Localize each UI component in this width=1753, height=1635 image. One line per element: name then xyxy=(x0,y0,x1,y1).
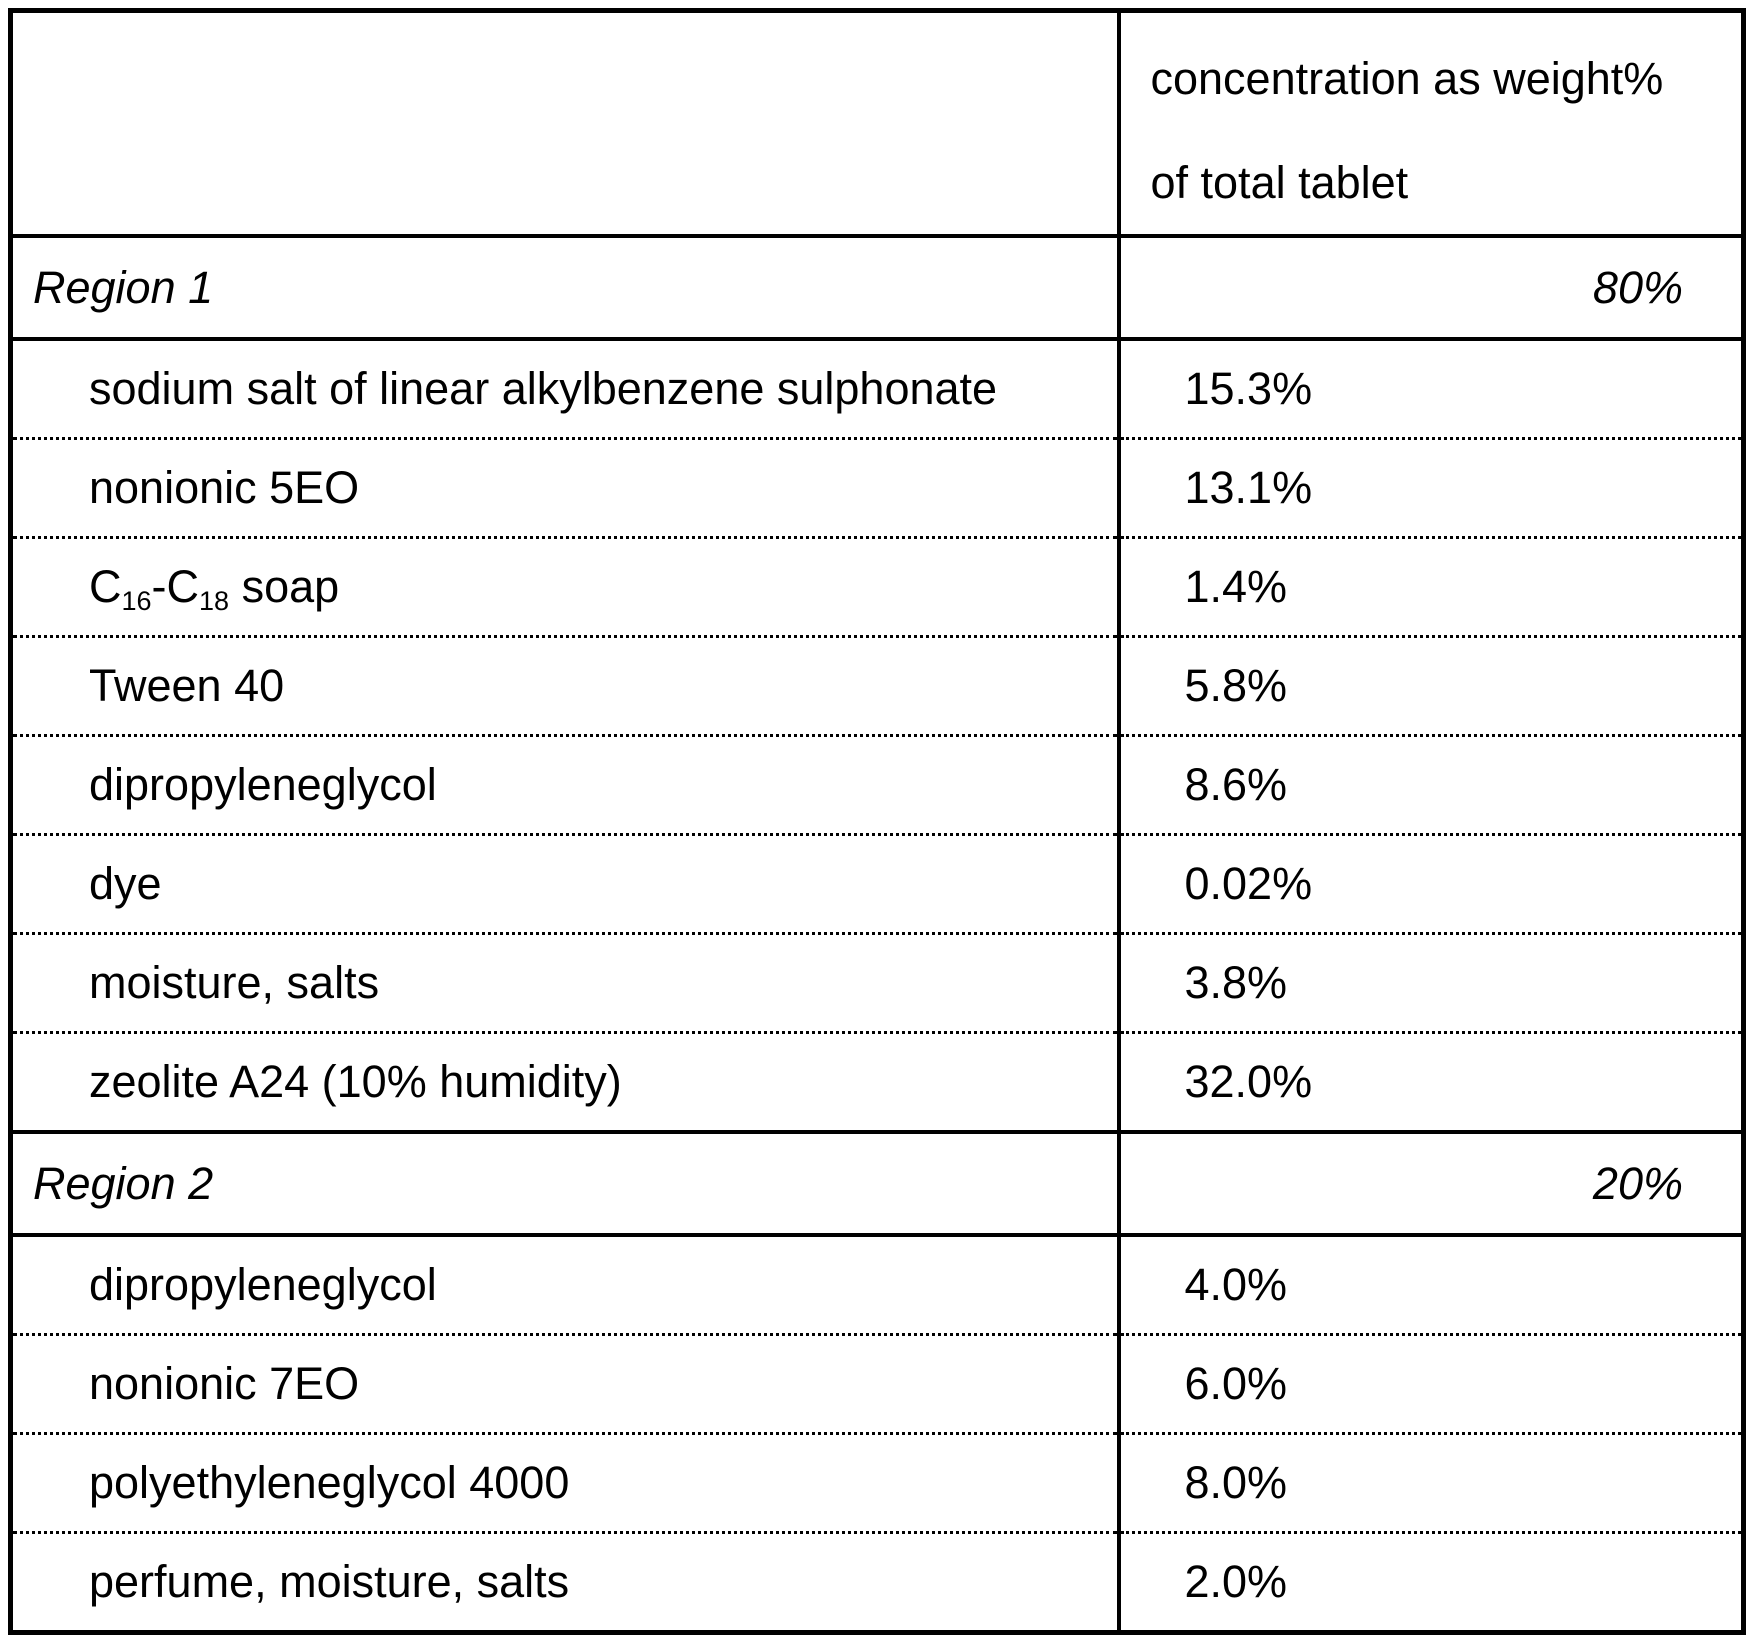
ingredient-value: 0.02% xyxy=(1119,835,1744,934)
region-total-value: 20% xyxy=(1119,1132,1744,1235)
ingredient-label: dipropyleneglycol xyxy=(11,736,1119,835)
composition-table xyxy=(8,8,1746,1635)
table-body xyxy=(11,236,1744,1633)
ingredient-value: 8.0% xyxy=(1119,1434,1744,1533)
ingredient-row xyxy=(11,1235,1744,1335)
ingredient-label: nonionic 7EO xyxy=(11,1335,1119,1434)
region-label: Region 2 xyxy=(11,1132,1119,1235)
ingredient-label: polyethyleneglycol 4000 xyxy=(11,1434,1119,1533)
ingredient-row xyxy=(11,835,1744,934)
ingredient-row xyxy=(11,934,1744,1033)
ingredient-label: dipropyleneglycol xyxy=(11,1235,1119,1335)
ingredient-label: $C_{16}-C_{18}$ soap xyxy=(11,538,1119,637)
region-label: Region 1 xyxy=(11,236,1119,339)
ingredient-value: 13.1% xyxy=(1119,439,1744,538)
ingredient-label: moisture, salts xyxy=(11,934,1119,1033)
header-concentration-cell xyxy=(1119,11,1744,237)
ingredient-value: 1.4% xyxy=(1119,538,1744,637)
header-concentration-line1: concentration as weight% xyxy=(1150,53,1664,104)
region-row xyxy=(11,1132,1744,1235)
ingredient-row xyxy=(11,538,1744,637)
ingredient-value: 6.0% xyxy=(1119,1335,1744,1434)
ingredient-label: dye xyxy=(11,835,1119,934)
ingredient-row xyxy=(11,339,1744,439)
ingredient-value: 15.3% xyxy=(1119,339,1744,439)
ingredient-label: Tween 40 xyxy=(11,637,1119,736)
ingredient-row xyxy=(11,736,1744,835)
ingredient-value: 3.8% xyxy=(1119,934,1744,1033)
ingredient-row xyxy=(11,637,1744,736)
ingredient-value: 32.0% xyxy=(1119,1033,1744,1133)
ingredient-value: 2.0% xyxy=(1119,1533,1744,1633)
ingredient-value: 5.8% xyxy=(1119,637,1744,736)
ingredient-row xyxy=(11,1033,1744,1133)
header-empty-cell xyxy=(11,11,1119,237)
ingredient-label: sodium salt of linear alkylbenzene sulphonate xyxy=(11,339,1119,439)
ingredient-value: 8.6% xyxy=(1119,736,1744,835)
region-row xyxy=(11,236,1744,339)
ingredient-value: 4.0% xyxy=(1119,1235,1744,1335)
region-total-value: 80% xyxy=(1119,236,1744,339)
ingredient-row xyxy=(11,439,1744,538)
ingredient-label: nonionic 5EO xyxy=(11,439,1119,538)
ingredient-row xyxy=(11,1335,1744,1434)
ingredient-label: zeolite A24 (10% humidity) xyxy=(11,1033,1119,1133)
header-row xyxy=(11,11,1744,237)
ingredient-row xyxy=(11,1533,1744,1633)
header-concentration-line2: of total tablet xyxy=(1150,156,1409,208)
ingredient-row xyxy=(11,1434,1744,1533)
ingredient-label: perfume, moisture, salts xyxy=(89,1556,570,1608)
